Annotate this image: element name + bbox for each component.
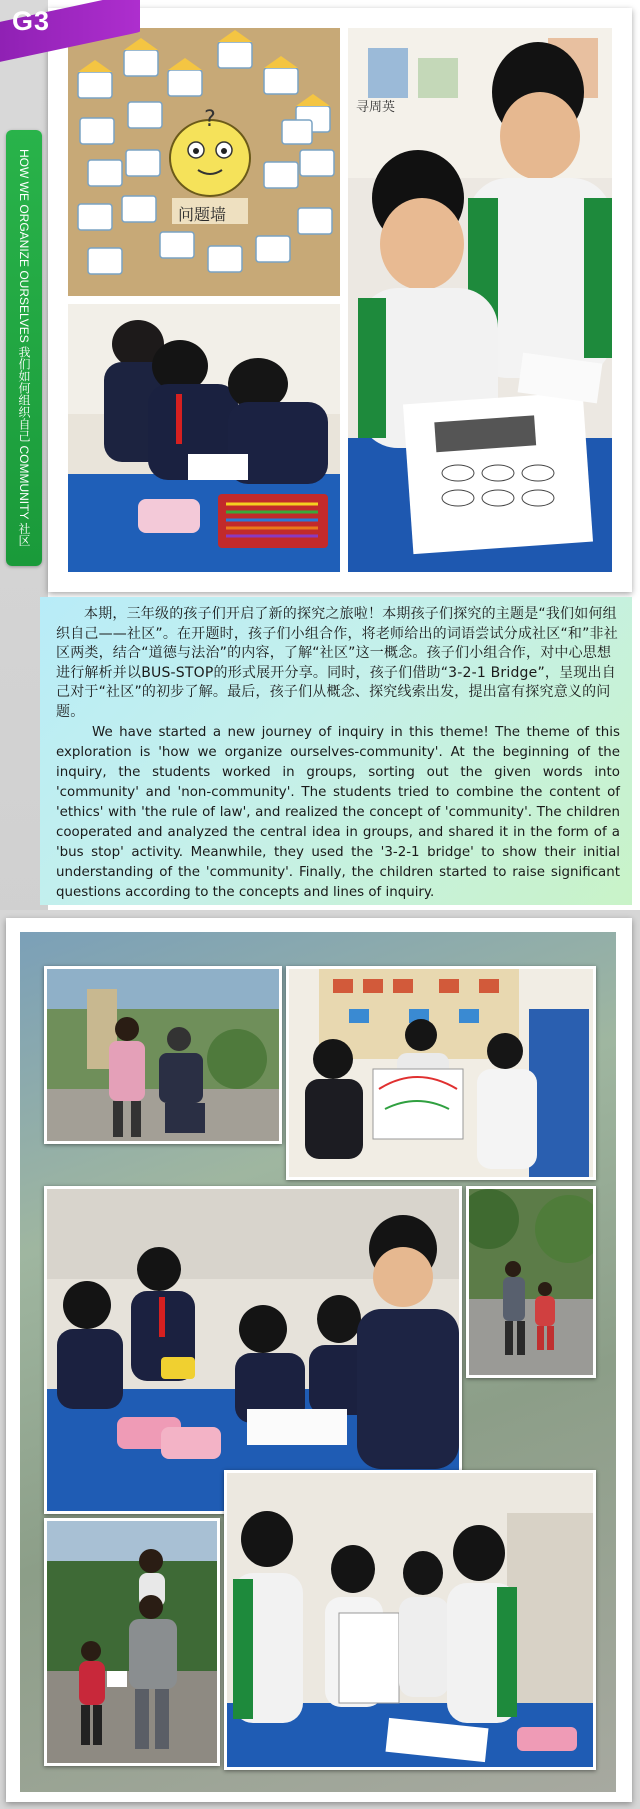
photo-boys-with-paper (348, 28, 612, 572)
grade-label: G3 (12, 6, 51, 36)
students-presentation-scene (227, 1473, 593, 1767)
photo-outdoor-walk (466, 1186, 596, 1378)
question-wall-caption: 问题墙 (178, 205, 227, 224)
theme-vertical-text: HOW WE ORGANIZE OURSELVES 我们如何组织自己 COMMUNITY 社区 (17, 149, 31, 547)
kids-community-map-scene (289, 969, 593, 1177)
svg-text:?: ? (204, 107, 216, 132)
photo-kids-community-map (286, 966, 596, 1180)
theme-side-tab (6, 130, 42, 566)
family-outdoors-scene (47, 1521, 217, 1763)
outdoor-interview-scene (47, 969, 279, 1141)
question-wall-drawing (68, 28, 340, 296)
kids-drawing-scene (68, 304, 340, 572)
grade-badge (0, 0, 140, 62)
description-english: We have started a new journey of inquiry in this theme! The theme of this exploration is 'how we organize ourselves-community'. At the beginning of the inquiry, the students worked in groups, sorting out the given words into 'community' and 'non-community'. The students tried to combine the content of 'ethics' with 'the rule of law', and realized the concept of 'community'. The children cooperated and analyzed the central idea in groups, and shared it in the form of a 'bus stop' activity. Meanwhile, they used the '3-2-1 bridge' to show their initial understanding of the 'community'. Finally, the children started to raise significant questions according to the concepts and lines of inquiry. (56, 725, 620, 900)
photo-question-wall (68, 28, 340, 296)
outdoor-walk-scene (469, 1189, 593, 1375)
photo-kids-drawing (68, 304, 340, 572)
photo-family-outdoors (44, 1518, 220, 1766)
board-label: 寻周英 (356, 100, 396, 115)
photo-outdoor-interview (44, 966, 282, 1144)
photo-students-presentation (224, 1470, 596, 1770)
description-chinese: 本期，三年级的孩子们开启了新的探究之旅啦！本期孩子们探究的主题是“我们如何组织自己——社区”。在开题时，孩子们小组合作，将老师给出的词语尝试分成社区“和”非社区两类，结合“道德与法治”的内容，了解“社区”这一概念。孩子们小组合作，对中心思想进行解析并以BUS-STOP的形式展开分享。同时，孩子们借助“3-2-1 Bridge”，呈现出自己对于“社区”的初步了解。最后，孩子们从概念、探究线索出发，提出富有探究意义的问题。 (56, 606, 618, 720)
description-box (40, 597, 632, 905)
classroom-group-scene (47, 1189, 459, 1511)
photo-classroom-group (44, 1186, 462, 1514)
